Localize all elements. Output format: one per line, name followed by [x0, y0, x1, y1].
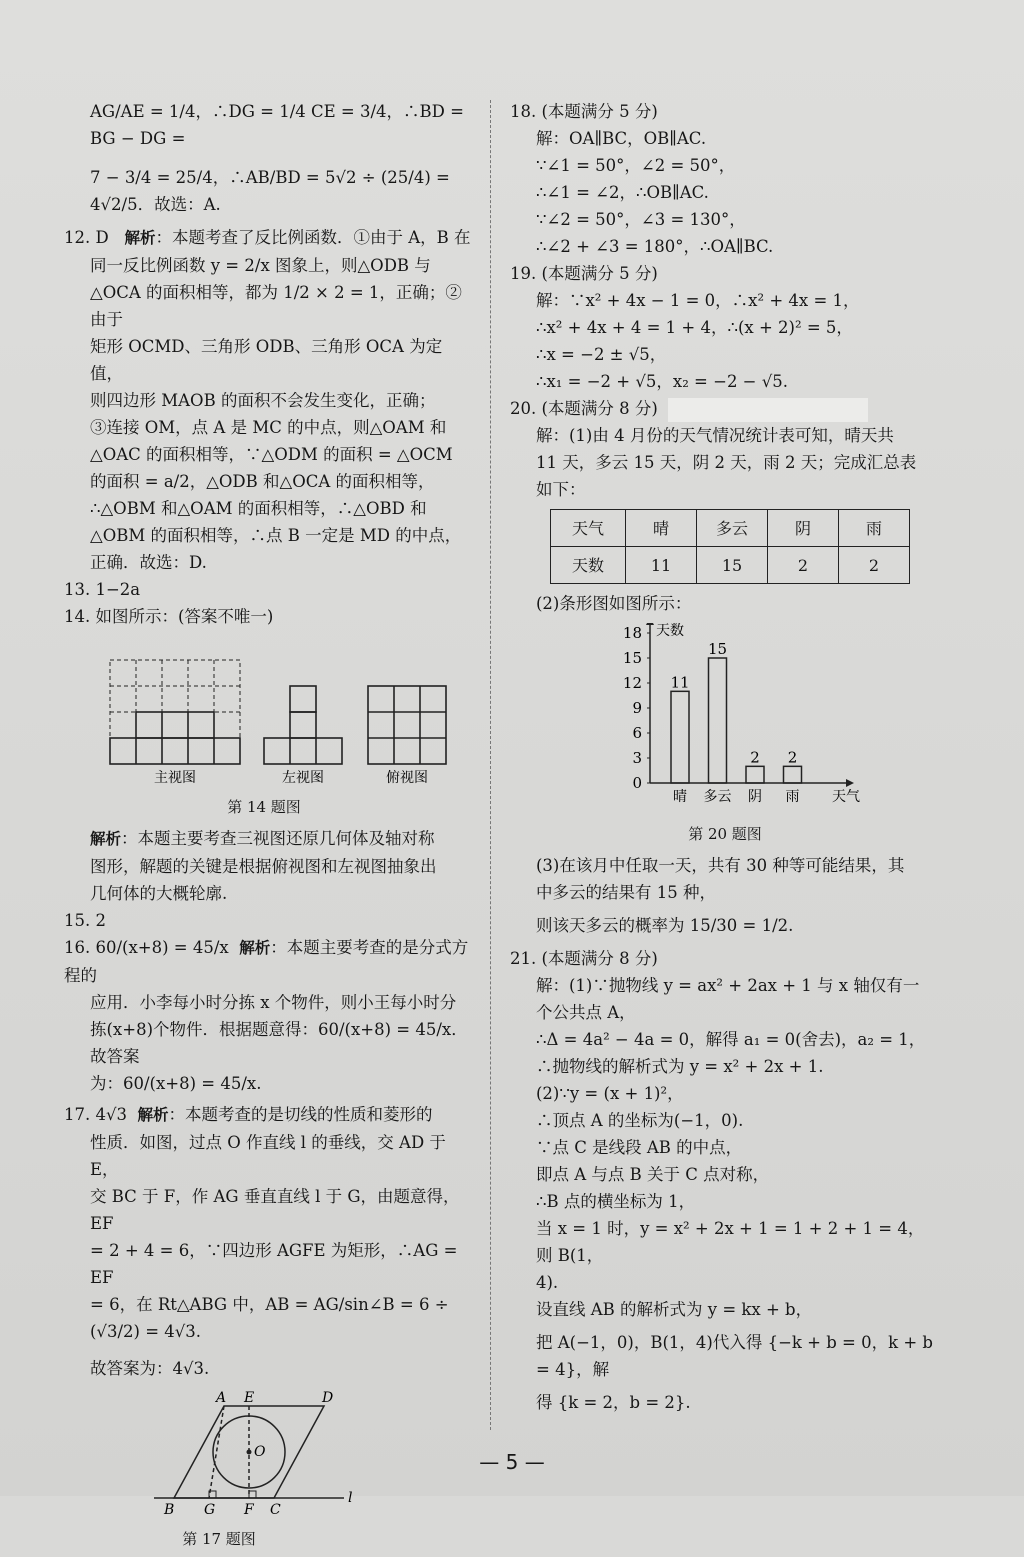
- q12-line: ∴△OBM 和△OAM 的面积相等，∴△OBD 和: [90, 499, 427, 518]
- q12-line: ③连接 OM，点 A 是 MC 的中点，则△OAM 和: [90, 418, 447, 437]
- line-label: l: [348, 1490, 353, 1506]
- x-tick-label: 晴: [673, 789, 687, 805]
- q14-figure: [64, 636, 474, 821]
- x-tick-label: 多云: [703, 789, 732, 805]
- q17-number: 17. 4√3: [64, 1105, 127, 1124]
- y-axis-label: 天数: [656, 623, 684, 639]
- q16-number: 16. 60/(x+8) = 45/x: [64, 938, 229, 957]
- y-tick-label: 3: [632, 749, 642, 767]
- y-tick-label: 0: [632, 774, 642, 792]
- table-cell: 15: [697, 547, 768, 584]
- q18-line: ∴∠2 + ∠3 = 180°，∴OA∥BC.: [536, 237, 774, 256]
- q21-line: 当 x = 1 时，y = x² + 2x + 1 = 1 + 2 + 1 = 4，则 B(1，: [536, 1219, 925, 1265]
- q12-line: 正确．故选：D.: [90, 553, 207, 572]
- q21-line: 得 {k = 2，b = 2}.: [536, 1393, 691, 1412]
- q21-line: ∴抛物线的解析式为 y = x² + 2x + 1.: [536, 1057, 824, 1076]
- q19-line: 解：∵x² + 4x − 1 = 0，∴x² + 4x = 1，: [536, 291, 860, 310]
- page-number-value: 5: [505, 1450, 519, 1474]
- q20-line: 如下：: [536, 480, 586, 499]
- q17-line: 交 BC 于 F，作 AG 垂直直线 l 于 G，由题意得，EF: [90, 1187, 460, 1233]
- q14-analysis-label: 解析: [90, 830, 122, 848]
- q20-heading-text: 20. (本题满分 8 分): [510, 399, 658, 418]
- q20-part2: (2)条形图如图所示：: [536, 594, 692, 613]
- q12-line: 同一反比例函数 y = 2/x 图象上，则△ODB 与: [90, 256, 431, 275]
- three-view-drawing: [64, 636, 464, 786]
- q12-line: △OBM 的面积相等，∴点 B 一定是 MD 的中点，: [90, 526, 462, 545]
- q17-caption: 第 17 题图: [182, 1530, 256, 1548]
- q17-line: = 6，在 Rt△ABG 中，AB = AG/sin∠B = 6 ÷ (√3/2) = 4√3.: [90, 1295, 449, 1341]
- q12-answer: [64, 224, 474, 252]
- q20-line: 则该天多云的概率为 15/30 = 1/2.: [536, 916, 794, 935]
- top-view: [368, 686, 446, 764]
- point-label: E: [244, 1390, 255, 1406]
- q16-line: 为：60/(x+8) = 45/x.: [90, 1074, 262, 1093]
- q19-line: ∴x² + 4x + 4 = 1 + 4，∴(x + 2)² = 5，: [536, 318, 853, 337]
- q21-line: 设直线 AB 的解析式为 y = kx + b，: [536, 1300, 813, 1319]
- q14-caption: 第 14 题图: [227, 798, 301, 816]
- point-label: C: [270, 1502, 281, 1518]
- y-axis-arrow: [646, 623, 654, 625]
- q21-line: ∴B 点的横坐标为 1，: [536, 1192, 696, 1211]
- q20-line: 解：(1)由 4 月份的天气情况统计表可知，晴天共: [536, 426, 894, 445]
- q21-line: ∵点 C 是线段 AB 的中点，: [536, 1138, 743, 1157]
- q21-line: 个公共点 A，: [536, 1003, 636, 1022]
- redacted-block: [668, 398, 868, 422]
- q14-answer: 14. 如图所示：(答案不唯一): [64, 607, 274, 626]
- table-header-cell: 阴: [768, 510, 839, 547]
- main-view-label: 主视图: [154, 770, 196, 786]
- y-tick-label: 12: [622, 674, 642, 692]
- bar-value-label: 11: [670, 673, 690, 692]
- bar-value-label: 15: [707, 640, 728, 658]
- point-label: G: [204, 1502, 216, 1518]
- q17-line: 性质．如图，过点 O 作直线 l 的垂线，交 AD 于 E，: [90, 1133, 446, 1179]
- x-tick-label: 雨: [785, 789, 800, 805]
- q12-line: ：本题考查了反比例函数．①由于 A，B 在: [155, 228, 471, 247]
- right-column: [510, 98, 940, 1416]
- y-tick-label: 15: [622, 649, 642, 667]
- bar-value-label: 2: [787, 748, 798, 767]
- q12-line: △OCA 的面积相等，都为 1/2 × 2 = 1，正确；②由于: [90, 283, 462, 329]
- table-cell: 11: [626, 547, 697, 584]
- q16-line: 拣(x+8)个物件．根据题意得：60/(x+8) = 45/x．故答案: [90, 1020, 468, 1066]
- q16-answer: [64, 934, 474, 989]
- table-cell: 2: [839, 547, 910, 584]
- weather-bar-chart: [610, 623, 870, 813]
- table-header-cell: 晴: [626, 510, 697, 547]
- y-tick-label: 9: [632, 699, 642, 717]
- q12-line: 矩形 OCMD、三角形 ODB、三角形 OCA 为定值，: [90, 337, 443, 383]
- q20-caption: 第 20 题图: [688, 825, 762, 843]
- x-axis-label: 天气: [832, 789, 860, 805]
- table-header-cell: 天气: [551, 510, 626, 547]
- main-view: [110, 660, 240, 764]
- page-number: — 5 —: [479, 1450, 545, 1474]
- left-column: [64, 98, 474, 1557]
- weather-summary-table: [550, 509, 910, 584]
- q21-line: 把 A(−1，0)，B(1，4)代入得 {−k + b = 0，k + b = 4}，解: [536, 1333, 933, 1379]
- text-line: AG/AE = 1/4，∴DG = 1/4 CE = 3/4，∴BD = BG − DG =: [90, 102, 464, 148]
- point-label: D: [322, 1390, 334, 1406]
- q12-analysis-label: 解析: [124, 229, 156, 247]
- q17-line: ：本题考查的是切线的性质和菱形的: [168, 1105, 433, 1124]
- y-tick-label: 6: [632, 724, 642, 742]
- q19-line: ∴x₁ = −2 + √5，x₂ = −2 − √5.: [536, 372, 789, 391]
- q20-figure: [610, 623, 940, 848]
- table-cell: 天数: [551, 547, 626, 584]
- q21-heading: 21. (本题满分 8 分): [510, 949, 658, 968]
- point-label: O: [254, 1444, 266, 1460]
- q21-line: 4).: [536, 1273, 559, 1292]
- x-tick-label: 阴: [748, 789, 762, 805]
- q14-line: ：本题主要考查三视图还原几何体及轴对称: [121, 829, 435, 848]
- q17-line: = 2 + 4 = 6，∵四边形 AGFE 为矩形，∴AG = EF: [90, 1241, 458, 1287]
- point-label: B: [164, 1502, 175, 1518]
- q20-line: 中多云的结果有 15 种，: [536, 883, 716, 902]
- q21-line: 即点 A 与点 B 关于 C 点对称，: [536, 1165, 770, 1184]
- column-divider: [490, 100, 491, 1430]
- q17-analysis-label: 解析: [137, 1106, 169, 1124]
- q16-line: 应用．小李每小时分拣 x 个物件，则小王每小时分: [90, 993, 457, 1012]
- table-row: [551, 510, 910, 547]
- q12-line: △OAC 的面积相等，∵△ODM 的面积 = △OCM: [90, 445, 453, 464]
- q17-line: 故答案为：4√3.: [90, 1359, 210, 1378]
- top-view-label: 俯视图: [386, 770, 428, 786]
- q20-line: 11 天，多云 15 天，阴 2 天，雨 2 天；完成汇总表: [536, 453, 917, 472]
- bar-value-label: 2: [750, 748, 760, 767]
- q21-line: ∴Δ = 4a² − 4a = 0，解得 a₁ = 0(舍去)，a₂ = 1，: [536, 1030, 926, 1049]
- x-axis-arrow: [846, 779, 854, 787]
- q14-line: 几何体的大概轮廓.: [90, 884, 228, 903]
- q12-number: 12. D: [64, 228, 109, 247]
- table-header-cell: 多云: [697, 510, 768, 547]
- q18-line: ∴∠1 = ∠2，∴OB∥AC.: [536, 183, 709, 202]
- q16-line: ：本题主要考查的是分式方程的: [64, 938, 469, 985]
- bar: [671, 691, 689, 783]
- left-view: [264, 686, 342, 764]
- q15-answer: 15. 2: [64, 911, 106, 930]
- q16-analysis-label: 解析: [239, 939, 271, 957]
- left-view-label: 左视图: [282, 770, 324, 786]
- q14-line: 图形，解题的关键是根据俯视图和左视图抽象出: [90, 857, 437, 876]
- table-row: [551, 547, 910, 584]
- table-header-cell: 雨: [839, 510, 910, 547]
- q18-line: 解：OA∥BC，OB∥AC.: [536, 129, 707, 148]
- table-cell: 2: [768, 547, 839, 584]
- bar: [709, 658, 727, 783]
- q20-line: (3)在该月中任取一天，共有 30 种等可能结果，其: [536, 856, 905, 875]
- q12-line: 的面积 = a/2，△ODB 和△OCA 的面积相等，: [90, 472, 435, 491]
- q14-analysis: [64, 825, 474, 853]
- y-tick-label: 18: [622, 624, 642, 642]
- q17-answer: [64, 1101, 474, 1129]
- q18-line: ∵∠2 = 50°，∠3 = 130°，: [536, 210, 746, 229]
- q18-line: ∵∠1 = 50°，∠2 = 50°，: [536, 156, 736, 175]
- q21-line: 解：(1)∵抛物线 y = ax² + 2ax + 1 与 x 轴仅有一: [536, 976, 920, 995]
- q13-answer: 13. 1−2a: [64, 580, 141, 599]
- q19-heading: 19. (本题满分 5 分): [510, 264, 658, 283]
- q21-line: ∴顶点 A 的坐标为(−1，0).: [536, 1111, 744, 1130]
- text-line: 7 − 3/4 = 25/4，∴AB/BD = 5√2 ÷ (25/4) = 4√2/5．故选：A.: [90, 168, 450, 214]
- bar: [746, 766, 764, 783]
- bar: [784, 766, 802, 783]
- point-label: F: [244, 1502, 254, 1518]
- q18-heading: 18. (本题满分 5 分): [510, 102, 658, 121]
- q19-line: ∴x = −2 ± √5，: [536, 345, 667, 364]
- q12-line: 则四边形 MAOB 的面积不会发生变化，正确；: [90, 391, 436, 410]
- point-label: A: [216, 1390, 227, 1406]
- q21-line: (2)∵y = (x + 1)²，: [536, 1084, 684, 1103]
- q20-heading: [510, 395, 940, 422]
